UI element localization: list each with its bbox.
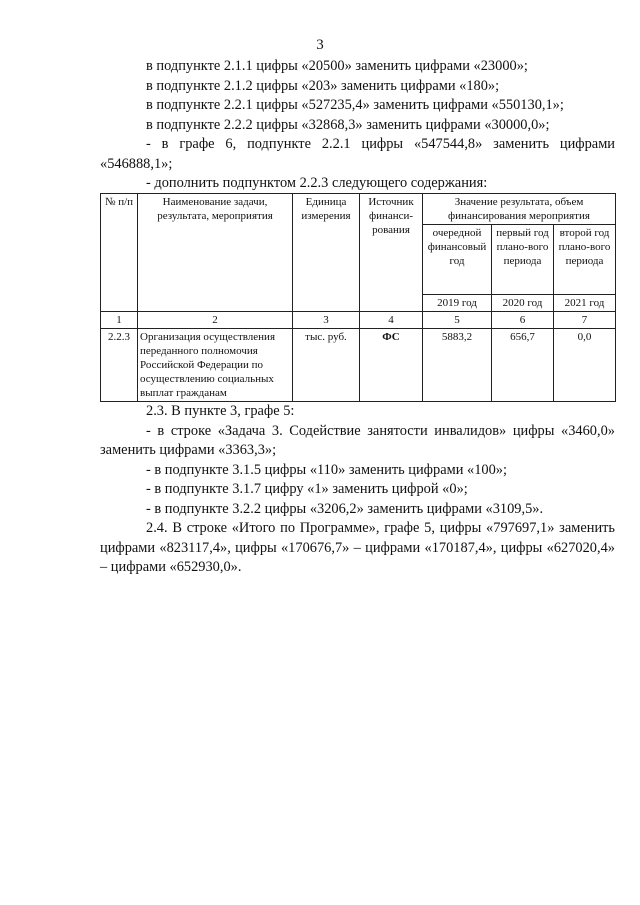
header-num: № п/п bbox=[101, 194, 138, 312]
table-row bbox=[101, 329, 616, 402]
paragraph: в подпункте 2.2.2 цифры «32868,3» заменить цифрами «30000,0»; bbox=[146, 116, 550, 133]
paragraph: - в графе 6, подпункте 2.2.1 цифры «547544,8» заменить цифрами «546888,1»; bbox=[100, 136, 615, 172]
row-value-2021: 0,0 bbox=[554, 329, 616, 402]
row-name: Организация осуществления переданного полномочия Российской Федерации по осуществлению социальных выплат гражданам bbox=[138, 329, 293, 402]
paragraph: - в подпункте 3.2.2 цифры «3206,2» заменить цифрами «3109,5». bbox=[146, 500, 544, 517]
header-source: Источник финанси-рования bbox=[360, 194, 423, 312]
header-2020: 2020 год bbox=[492, 295, 554, 312]
row-source: ФС bbox=[360, 329, 423, 402]
header-name: Наименование задачи, результата, мероприятия bbox=[138, 194, 293, 312]
paragraph: 2.3. В пункте 3, графе 5: bbox=[146, 403, 295, 419]
header-year2: второй год плано-вого периода bbox=[554, 225, 616, 295]
paragraph: - в подпункте 3.1.7 цифру «1» заменить цифрой «0»; bbox=[146, 481, 468, 497]
column-number: 6 bbox=[492, 312, 554, 329]
paragraph: - в строке «Задача 3. Содействие занятости инвалидов» цифры «3460,0» заменить цифрами «3363,3»; bbox=[100, 422, 615, 458]
column-number: 2 bbox=[138, 312, 293, 329]
column-number: 7 bbox=[554, 312, 616, 329]
results-table bbox=[100, 193, 616, 402]
intro-paragraphs bbox=[100, 57, 615, 194]
header-unit: Единица измерения bbox=[293, 194, 360, 312]
header-value-group: Значение результата, объем финансирования мероприятия bbox=[423, 194, 616, 225]
header-year1: первый год плано-вого периода bbox=[492, 225, 554, 295]
row-value-2019: 5883,2 bbox=[423, 329, 492, 402]
paragraph: 2.4. В строке «Итого по Программе», графе 5, цифры «797697,1» заменить цифрами «823117,4», цифры «170676,7» – цифрами «170187,4», цифры «627020,4» – цифрами «652930,0». bbox=[100, 520, 615, 575]
paragraph: - дополнить подпунктом 2.2.3 следующего содержания: bbox=[146, 175, 488, 191]
header-2021: 2021 год bbox=[554, 295, 616, 312]
column-number: 3 bbox=[293, 312, 360, 329]
column-number: 5 bbox=[423, 312, 492, 329]
row-unit: тыс. руб. bbox=[293, 329, 360, 402]
page-number: 3 bbox=[316, 37, 324, 53]
after-paragraphs bbox=[100, 402, 615, 578]
row-num: 2.2.3 bbox=[101, 329, 138, 402]
header-2019: 2019 год bbox=[423, 295, 492, 312]
paragraph: - в подпункте 3.1.5 цифры «110» заменить цифрами «100»; bbox=[146, 461, 507, 478]
paragraph: в подпункте 2.2.1 цифры «527235,4» заменить цифрами «550130,1»; bbox=[146, 97, 564, 113]
paragraph: в подпункте 2.1.2 цифры «203» заменить цифрами «180»; bbox=[146, 77, 500, 94]
paragraph: в подпункте 2.1.1 цифры «20500» заменить цифрами «23000»; bbox=[146, 58, 528, 74]
header-year0: очередной финансовый год bbox=[423, 225, 492, 295]
column-number: 4 bbox=[360, 312, 423, 329]
column-number: 1 bbox=[101, 312, 138, 329]
column-numbers-row bbox=[101, 312, 616, 329]
row-value-2020: 656,7 bbox=[492, 329, 554, 402]
